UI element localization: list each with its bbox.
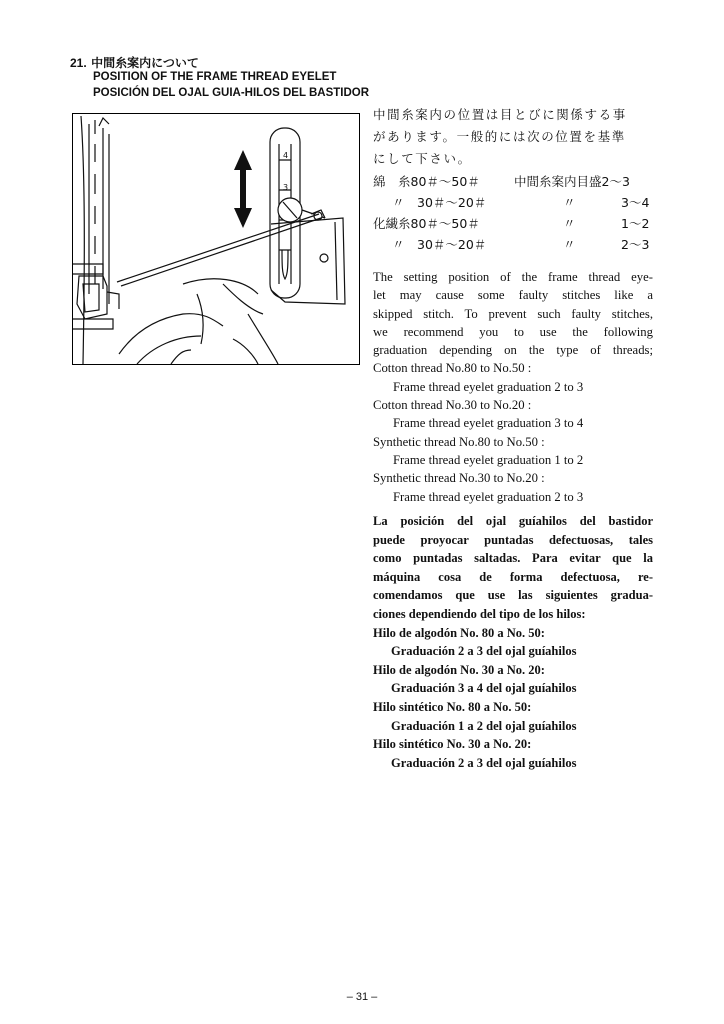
english-thread-item: Cotton thread No.80 to No.50 :: [373, 361, 532, 376]
heading-english: POSITION OF THE FRAME THREAD EYELET: [93, 71, 337, 83]
spanish-thread-item: Hilo sintético No. 30 a No. 20:: [373, 737, 532, 752]
english-paragraph-line: graduation depending on the type of threads;: [373, 343, 653, 358]
heading-spanish: POSICIÓN DEL OJAL GUIA-HILOS DEL BASTIDOR: [93, 87, 370, 99]
spanish-paragraph-line: como puntadas saltadas. Para evitar que la: [373, 551, 653, 566]
spanish-thread-item: Hilo de algodón No. 80 a No. 50:: [373, 625, 545, 640]
spanish-paragraph-line: puede proyocar puntadas defectuosas, tales: [373, 532, 653, 547]
table-cell-ditto: 〃: [563, 216, 576, 231]
english-thread-item: Cotton thread No.30 to No.20 :: [373, 398, 532, 413]
spanish-paragraph-line: máquina cosa de forma defectuosa, re-: [373, 569, 653, 584]
japanese-line: にして下さい。: [373, 151, 472, 166]
scale-label-4: 4: [283, 151, 289, 160]
section-heading: [70, 54, 370, 99]
spanish-paragraph-line: La posición del ojal guíahilos del bastidor: [373, 514, 653, 528]
table-cell-value: 1～2: [621, 216, 650, 231]
english-paragraph-line: let may cause some faulty stitches like a: [373, 288, 653, 303]
spanish-graduation-item: Graduación 3 a 4 del ojal guíahilos: [391, 681, 577, 696]
english-paragraph-line: skipped stitch. To prevent such faulty stitches,: [373, 306, 653, 321]
spanish-instructions: [373, 512, 653, 772]
frame-thread-eyelet-illustration: [72, 113, 360, 365]
spanish-paragraph-line: ciones dependiendo del tipo de los hilos:: [373, 606, 586, 621]
english-thread-item: Synthetic thread No.80 to No.50 :: [373, 434, 545, 449]
english-thread-item: Synthetic thread No.30 to No.20 :: [373, 471, 545, 486]
spanish-graduation-item: Graduación 2 a 3 del ojal guíahilos: [391, 755, 577, 770]
scale-label-3: 3: [283, 183, 289, 192]
spanish-graduation-item: Graduación 1 a 2 del ojal guíahilos: [391, 718, 577, 733]
english-paragraph-line: The setting position of the frame thread eye-: [373, 270, 653, 284]
spanish-paragraph-line: comendamos que use las siguientes gradua-: [373, 588, 653, 603]
table-cell-value: 3～4: [621, 195, 650, 210]
spanish-graduation-item: Graduación 2 a 3 del ojal guíahilos: [391, 644, 577, 659]
section-number: 21.: [70, 56, 87, 70]
table-cell-thread: 〃 30＃～20＃: [392, 195, 487, 210]
page-number: – 31 –: [346, 991, 378, 1003]
english-graduation-item: Frame thread eyelet graduation 2 to 3: [393, 489, 584, 504]
table-cell-thread: 〃 30＃～20＃: [392, 237, 487, 252]
table-cell-value: 中間糸案内目盛2～3: [514, 174, 630, 189]
table-cell-thread: 化繊糸80＃～50＃: [373, 216, 480, 231]
table-cell-thread: 綿 糸80＃～50＃: [373, 174, 480, 189]
english-paragraph-line: we recommend you to use the following: [373, 324, 653, 339]
english-graduation-item: Frame thread eyelet graduation 2 to 3: [393, 379, 584, 394]
table-cell-value: 2～3: [621, 237, 650, 252]
up-down-arrow-icon: [234, 150, 252, 228]
japanese-instructions: [373, 104, 658, 170]
spanish-thread-item: Hilo sintético No. 80 a No. 50:: [373, 699, 532, 714]
table-cell-ditto: 〃: [563, 237, 576, 252]
japanese-line: 中間糸案内の位置は目とびに関係する事: [373, 107, 627, 122]
english-graduation-item: Frame thread eyelet graduation 3 to 4: [393, 416, 584, 431]
japanese-line: があります。一般的には次の位置を基準: [373, 129, 626, 144]
table-cell-ditto: 〃: [563, 195, 576, 210]
heading-japanese: 中間糸案内について: [91, 56, 199, 70]
illustration-drawing: [73, 114, 360, 365]
english-graduation-item: Frame thread eyelet graduation 1 to 2: [393, 452, 584, 467]
english-instructions: [373, 268, 653, 506]
spanish-thread-item: Hilo de algodón No. 30 a No. 20:: [373, 662, 545, 677]
